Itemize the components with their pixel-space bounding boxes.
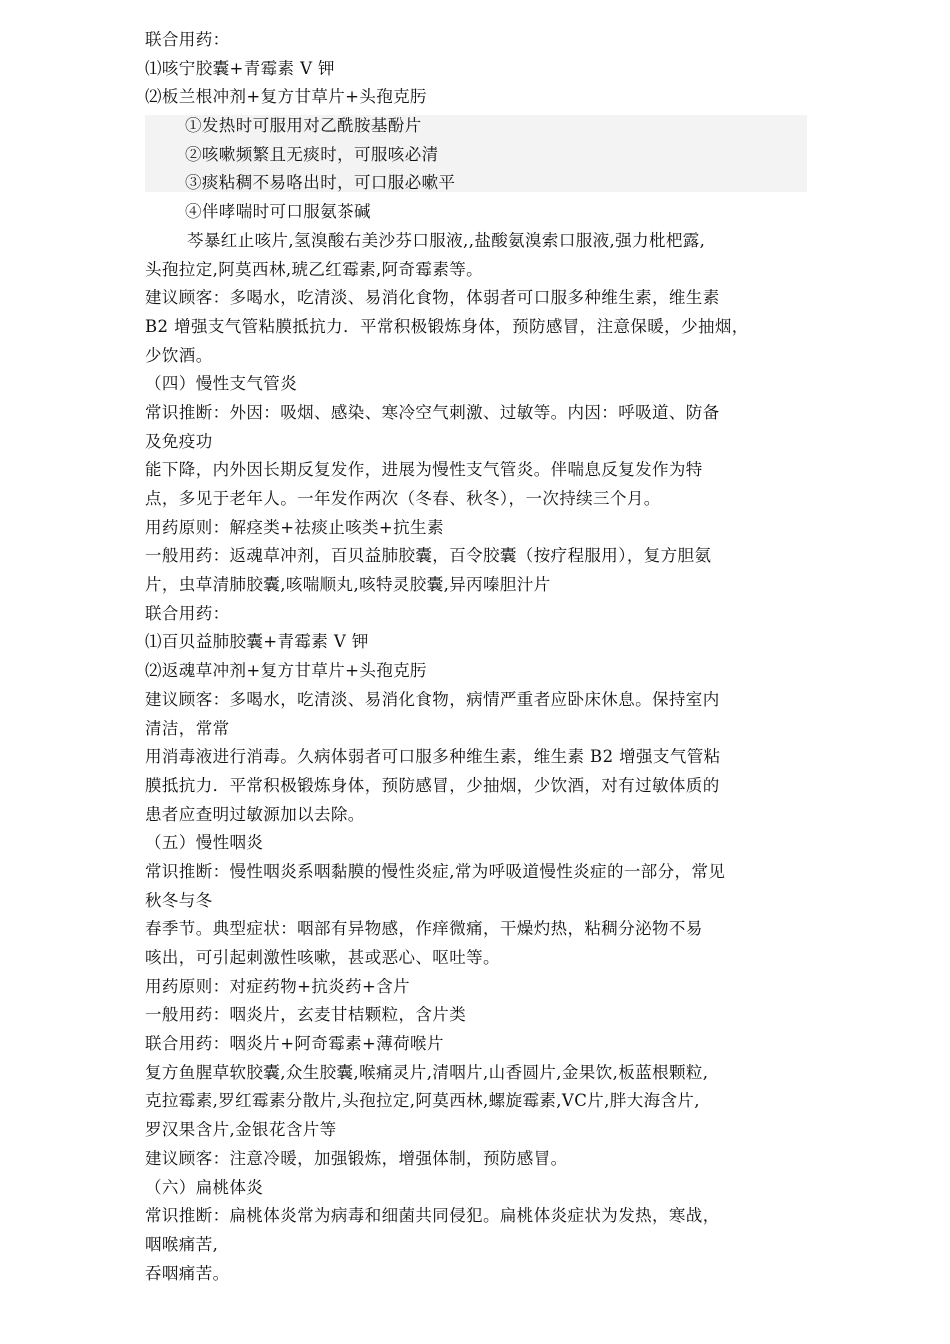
text-line: 一般用药：返魂草冲剂，百贝益肺胶囊，百令胶囊（按疗程服用），复方胆氨 xyxy=(145,546,712,566)
text-line: 点，多见于老年人。一年发作两次（冬春、秋冬），一次持续三个月。 xyxy=(145,489,661,508)
text-line: ⑵返魂草冲剂+复方甘草片+头孢克肟 xyxy=(145,661,427,681)
text-line: 常识推断：外因：吸烟、感染、寒冷空气刺激、过敏等。内因：呼吸道、防备 xyxy=(145,402,720,422)
text-line: ③痰粘稠不易咯出时，可口服必嗽平 xyxy=(185,173,456,193)
text-line: （六）扁桃体炎 xyxy=(145,1177,264,1197)
text-line: ②咳嗽频繁且无痰时，可服咳必清 xyxy=(185,144,439,164)
text-line: ⑴咳宁胶囊+青霉素 V 钾 xyxy=(145,58,335,78)
text-line: 常识推断：扁桃体炎常为病毒和细菌共同侵犯。扁桃体炎症状为发热，寒战， xyxy=(145,1206,720,1226)
text-line: B2 增强支气管粘膜抵抗力．平常积极锻炼身体，预防感冒，注意保暖，少抽烟， xyxy=(145,316,749,336)
text-line: 建议顾客：多喝水，吃清淡、易消化食物，体弱者可口服多种维生素，维生素 xyxy=(145,288,720,308)
text-line: 建议顾客：注意冷暖，加强锻炼，增强体制，预防感冒。 xyxy=(145,1148,568,1168)
text-line: 常识推断：慢性咽炎系咽黏膜的慢性炎症,常为呼吸道慢性炎症的一部分，常见 xyxy=(145,861,726,881)
text-line: 春季节。典型症状：咽部有异物感，作痒微痛，干燥灼热，粘稠分泌物不易 xyxy=(145,919,703,939)
text-line: 用药原则：对症药物+抗炎药+含片 xyxy=(145,976,411,996)
text-line: 克拉霉素,罗红霉素分散片,头孢拉定,阿莫西林,螺旋霉素,VC片,胖大海含片, xyxy=(145,1091,700,1111)
text-line: ④伴哮喘时可口服氨茶碱 xyxy=(185,202,371,222)
text-line: 片，虫草清肺胶囊,咳喘顺丸,咳特灵胶囊,异丙嗪胆汁片 xyxy=(145,575,551,595)
text-line: 秋冬与冬 xyxy=(145,890,213,910)
text-line: 吞咽痛苦。 xyxy=(145,1263,230,1283)
text-line: （四）慢性支气管炎 xyxy=(145,374,298,394)
text-line: 能下降，内外因长期反复发作，进展为慢性支气管炎。伴喘息反复发作为特 xyxy=(145,460,703,480)
document-page xyxy=(145,26,813,1288)
text-line: 患者应查明过敏源加以去除。 xyxy=(145,804,365,824)
text-line: 芩暴红止咳片,氢溴酸右美沙芬口服液,,盐酸氨溴索口服液,强力枇杷露, xyxy=(187,230,706,250)
text-line: 一般用药：咽炎片，玄麦甘桔颗粒，含片类 xyxy=(145,1005,467,1025)
text-line: 清洁，常常 xyxy=(145,718,230,738)
text-line: 及免疫功 xyxy=(145,431,213,451)
text-line: 咽喉痛苦, xyxy=(145,1234,219,1254)
text-line: ①发热时可服用对乙酰胺基酚片 xyxy=(185,116,422,136)
text-line: 建议顾客：多喝水，吃清淡、易消化食物，病情严重者应卧床休息。保持室内 xyxy=(145,689,720,709)
text-line: 头孢拉定,阿莫西林,琥乙红霉素,阿奇霉素等。 xyxy=(145,259,484,279)
text-line: 膜抵抗力．平常积极锻炼身体，预防感冒，少抽烟，少饮酒，对有过敏体质的 xyxy=(145,775,720,795)
text-line: （五）慢性咽炎 xyxy=(145,833,264,853)
text-line: 用药原则：解痉类+祛痰止咳类+抗生素 xyxy=(145,517,444,537)
text-line: 咳出，可引起刺激性咳嗽，甚或恶心、呕吐等。 xyxy=(145,948,500,967)
text-line: 联合用药： xyxy=(145,30,230,49)
text-line: ⑵板兰根冲剂+复方甘草片+头孢克肟 xyxy=(145,87,427,107)
text-line: 联合用药：咽炎片+阿奇霉素+薄荷喉片 xyxy=(145,1034,444,1054)
text-line: 用消毒液进行消毒。久病体弱者可口服多种维生素，维生素 B2 增强支气管粘 xyxy=(145,747,721,767)
text-line: 联合用药： xyxy=(145,603,230,623)
document-body xyxy=(145,26,813,1288)
text-line: ⑴百贝益肺胶囊+青霉素 V 钾 xyxy=(145,632,369,652)
text-line: 复方鱼腥草软胶囊,众生胶囊,喉痛灵片,清咽片,山香圆片,金果饮,板蓝根颗粒, xyxy=(145,1062,709,1082)
text-line: 少饮酒。 xyxy=(145,345,213,365)
text-line: 罗汉果含片,金银花含片等 xyxy=(145,1120,337,1140)
